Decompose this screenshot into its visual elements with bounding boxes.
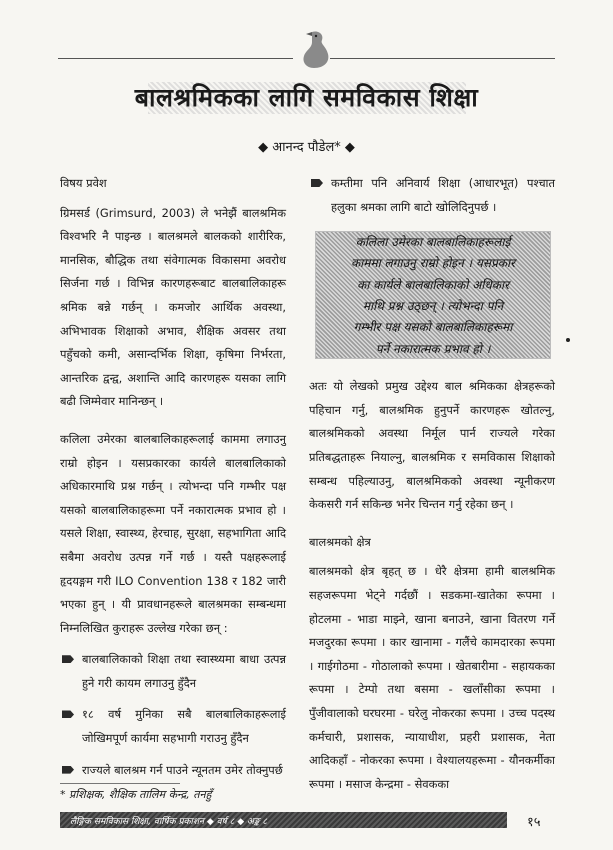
section-heading-scope: बालश्रमको क्षेत्र [309,534,371,549]
bullet-arrow-icon [62,655,74,663]
body-paragraph: कलिला उमेरका बालबालिकाहरूलाई काममा लगाउनु राम्रो होइन । यसप्रकारका कार्यले बालबालिकाको अधिकारमाथि प्रश्न गर्छन् । त्योभन्दा पनि गम्भीर पक्ष यसको बालबालिकाहरूमा पर्ने नकारात्मक प्रभाव हो । यसले शिक्षा, स्वास्थ्य, हेरचाह, सुरक्षा, सहभागिता आदि सबैमा अवरोध उत्पन्न गर्ने गर्छ । यस्तै पक्षहरूलाई हृदयङ्गम गरी ILO Convention 138 र 182 जारी भएका हुन् । यी प्रावधानहरूले बालश्रमका सम्बन्धमा निम्नलिखित कुराहरू उल्लेख गरेका छन् : [60,431,286,635]
bullet-arrow-icon [62,766,74,774]
header-rule-right [330,58,555,59]
left-column [60,172,286,790]
list-item: बालबालिकाको शिक्षा तथा स्वास्थ्यमा बाधा उत्पन्न हुने गरी कायम लगाउनु हुँदैन [60,648,286,695]
list-item: कम्तीमा पनि अनिवार्य शिक्षा (आधारभूत) पश्चात हलुका श्रमका लागि बाटो खोलिदिनुपर्छ । [309,172,555,219]
article-title: बालश्रमिकका लागि समविकास शिक्षा [134,83,479,112]
journal-footer-text: लैङ्गिक समविकास शिक्षा, वार्षिक प्रकाशन ◆ वर्ष ८ ◆ अङ्क ८ [70,817,268,827]
list-item: राज्यले बालश्रम गर्न पाउने न्यूनतम उमेर तोक्नुपर्छ [60,759,286,783]
list-item: १८ वर्ष मुनिका सबै बालबालिकाहरूलाई जोखिमपूर्ण कार्यमा सहभागी गराउनु हुँदैन [60,703,286,750]
intro-paragraph: ग्रिमसर्ड (Grimsurd, 2003) ले भनेझैं बालश्रमिक विश्वभरि नै पाइन्छ । बालश्रमले बालकको शारीरिक, मानसिक, बौद्धिक तथा संवेगात्मक विकासमा अवरोध सिर्जना गर्छ । विभिन्न कारणहरूबाट बालबालिकाहरू श्रमिक बन्ने गर्छन् । कमजोर आर्थिक अवस्था, अभिभावक शिक्षाको अभाव, शैक्षिक अवसर तथा पहुँचको कमी, असान्दर्भिक शिक्षा, कृषिमा निर्भरता, आन्तरिक द्वन्द्व, अशान्ति आदि कारणहरू यसका लागि बढी जिम्मेवार मानिन्छन् । [60,205,286,409]
author-footnote: * प्रशिक्षक, शैक्षिक तालिम केन्द्र, तनहुँ [60,788,212,801]
margin-mark [566,338,570,342]
header-rule-left [58,58,293,59]
pull-quote: कलिला उमेरका बालबालिकाहरूलाई काममा लगाउनु राम्रो होइन । यसप्रकार का कार्यले बालबालिकाको अधिकार माथि प्रश्न उठ्छन् । त्योभन्दा पनि गम्भीर पक्ष यसको बालबालिकाहरूमा पर्ने नकारात्मक प्रभाव हो । [315,231,551,359]
section-heading-intro: विषय प्रवेश [60,176,107,190]
bullet-arrow-icon [62,710,74,718]
scope-paragraph: बालश्रमको क्षेत्र बृहत् छ । धेरै क्षेत्रमा हामी बालश्रमिक सहजरूपमा भेट्ने गर्दछौं । सडकमा-खातेका रूपमा । होटलमा - भाडा माझ्ने, खाना बनाउने, खाना वितरण गर्ने मजदुरका रूपमा । कार खानामा - गलैंचे कामदारका रूपमा । गाईगोठमा - गोठालाको रूपमा । खेतबारीमा - सहायकका रूपमा । टेम्पो तथा बसमा - खलाँसीका रूपमा । पुँजीवालाको घरघरमा - घरेलु नोकरका रूपमा । उच्च पदस्थ कर्मचारी, प्रशासक, न्यायाधीश, प्रहरी प्रशासक, नेता आदिकहाँ - नोकरका रूपमा । वेश्यालयहरूमा - यौनकर्मीका रूपमा । मसाज केन्द्रमा - सेवकका [309,564,555,791]
page-number: १५ [527,815,541,830]
footnote-rule [60,783,180,784]
bullet-arrow-icon [311,179,323,187]
purpose-paragraph: अतः यो लेखको प्रमुख उद्देश्य बाल श्रमिकका क्षेत्रहरूको पहिचान गर्नु, बालश्रमिक हुनुपर्ने कारणहरू खोतल्नु, बालश्रमिकको अवस्था निर्मूल पार्न राज्यले गरेका प्रतिबद्धताहरू नियाल्नु, बालश्रमिक र समविकास शिक्षाको सम्बन्ध पहिल्याउनु, बालश्रमिकको अवस्था न्यूनीकरण केकसरी गर्न सकिन्छ भनेर चिन्तन गर्नु रहेका छन् । [309,379,555,512]
author-line: ◆ आनन्द पौडेल* ◆ [258,140,355,155]
right-column [309,172,555,796]
bird-ornament-icon [298,28,332,70]
